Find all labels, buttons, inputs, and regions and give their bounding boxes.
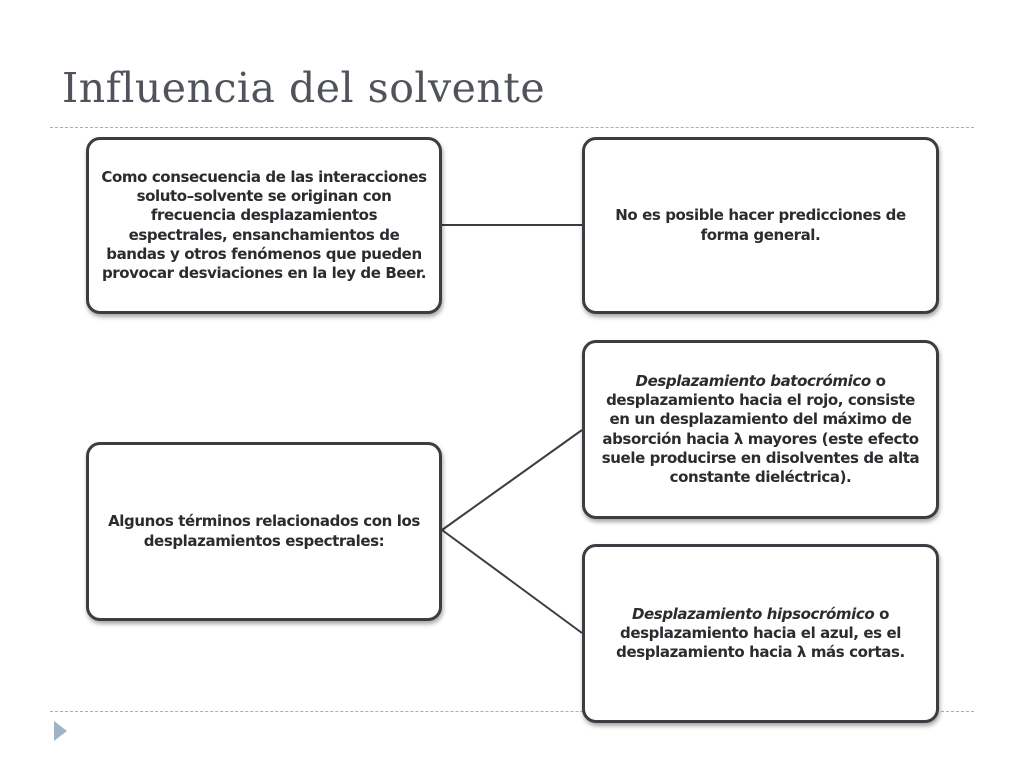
bathochromic-term: Desplazamiento batocrómico [635, 371, 871, 390]
hypsochromic-box [582, 544, 939, 723]
connector-terms-to-hypsochromic [442, 530, 582, 633]
intro-text: Como consecuencia de las interacciones soluto–solvente se originan con frecuencia desplazamientos espectrales, ensanchamientos de bandas y otros fenómenos que pueden provocar desviaciones en la ley de Beer. [101, 167, 427, 282]
bathochromic-text: o desplazamiento hacia el rojo, consiste en un desplazamiento del máximo de absorción hacia λ mayores (este efecto suele producirse en disolventes de alta constante dieléctrica). [601, 371, 920, 486]
connector-terms-to-bathochromic [442, 430, 582, 530]
terms-box [86, 442, 442, 621]
hypsochromic-text: o desplazamiento hacia el azul, es el desplazamiento hacia λ más cortas. [616, 604, 905, 662]
terms-text: Algunos términos relacionados con los desplazamientos espectrales: [108, 512, 420, 550]
intro-box [86, 137, 442, 314]
hypsochromic-content [597, 605, 924, 663]
prediction-box [582, 137, 939, 314]
prediction-text: No es posible hacer predicciones de forma general. [615, 206, 906, 244]
slide-title: Influencia del solvente [62, 64, 546, 112]
bathochromic-content [597, 372, 924, 487]
hypsochromic-term: Desplazamiento hipsocrómico [631, 604, 875, 623]
bathochromic-box [582, 340, 939, 519]
